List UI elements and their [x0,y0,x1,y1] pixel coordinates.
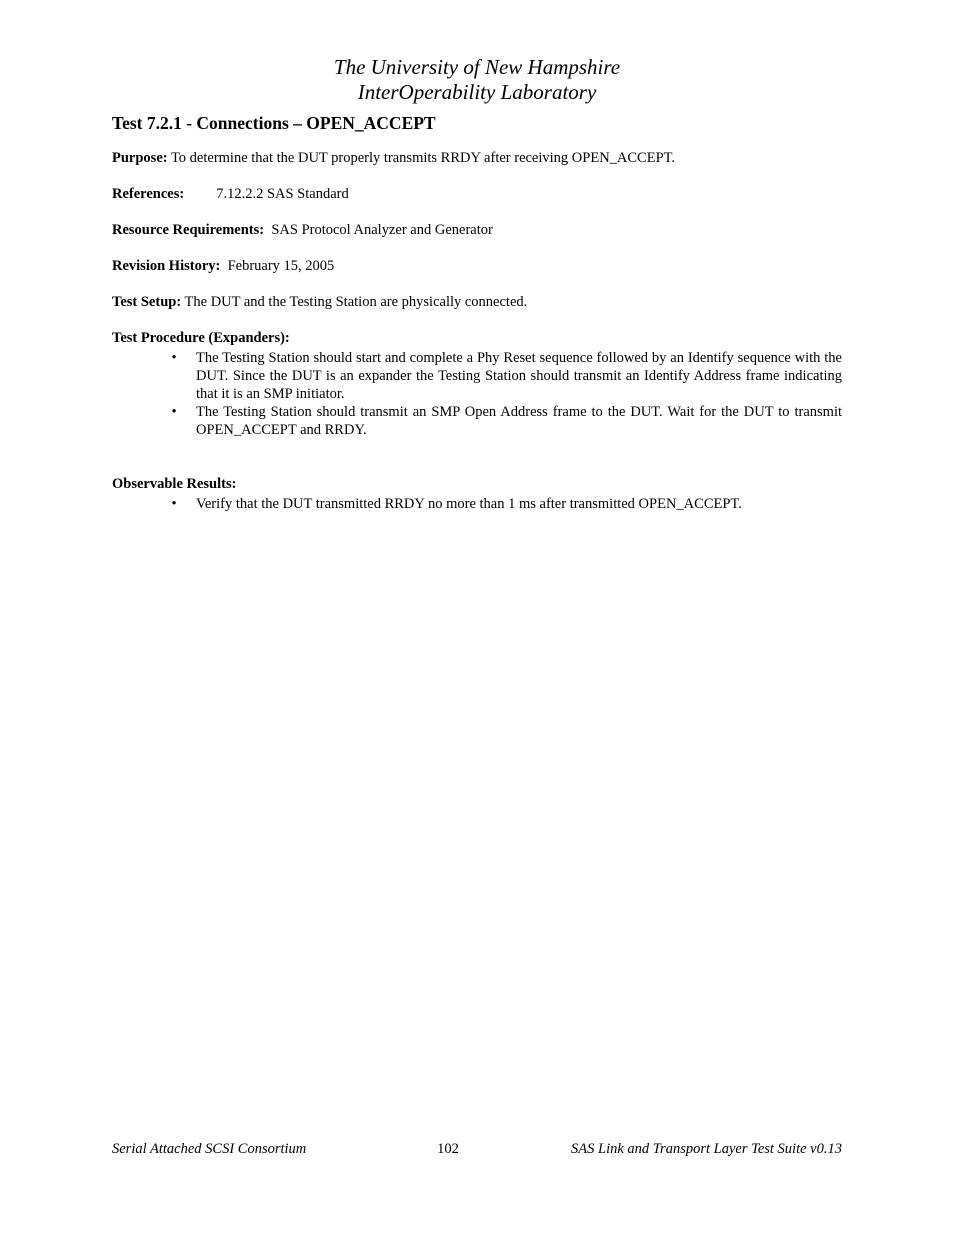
setup-label: Test Setup: [112,294,182,310]
section-spacer [112,439,842,475]
footer-suite-title: SAS Link and Transport Layer Test Suite v0.13 [571,1141,842,1157]
list-item [112,349,842,403]
results-label: Observable Results: [112,476,237,492]
header-institution: The University of New Hampshire [333,55,621,79]
resources-label: Resource Requirements: [112,222,265,238]
header-laboratory: InterOperability Laboratory [357,80,597,104]
references-label: References: [112,186,185,202]
revision-text: February 15, 2005 [220,258,335,274]
purpose-label: Purpose: [112,150,168,166]
procedure-list [112,349,842,439]
resources-field [112,221,842,239]
references-field [112,185,842,203]
revision-field [112,257,842,275]
procedure-step-text: The Testing Station should start and complete a Phy Reset sequence followed by an Identify sequence with the DUT. Since the DUT is an expander the Testing Station should transmit an Identify Address frame indicating that it is an SMP initiator. [196,350,842,402]
references-text: 7.12.2.2 SAS Standard [216,186,349,202]
results-list [112,495,842,513]
footer-page-number: 102 [437,1141,459,1157]
document-body [112,112,842,513]
revision-label: Revision History: [112,258,221,274]
footer-consortium: Serial Attached SCSI Consortium [112,1141,307,1157]
bullet-icon: • [171,350,177,366]
bullet-icon: • [171,496,177,512]
list-item [112,495,842,513]
list-item [112,403,842,439]
setup-field [112,293,842,311]
page-header [0,55,954,105]
setup-text: The DUT and the Testing Station are physically connected. [181,294,528,310]
bullet-icon: • [171,404,177,420]
resources-text: SAS Protocol Analyzer and Generator [264,222,493,238]
purpose-field [112,149,842,167]
procedure-label: Test Procedure (Expanders): [112,330,290,346]
procedure-step-text: The Testing Station should transmit an SMP Open Address frame to the DUT. Wait for the DUT to transmit OPEN_ACCEPT and RRDY. [196,404,842,438]
purpose-text: To determine that the DUT properly transmits RRDY after receiving OPEN_ACCEPT. [167,150,676,166]
test-title: Test 7.2.1 - Connections – OPEN_ACCEPT [112,113,436,133]
page-footer [112,1140,842,1158]
result-item-text: Verify that the DUT transmitted RRDY no more than 1 ms after transmitted OPEN_ACCEPT. [196,496,742,512]
